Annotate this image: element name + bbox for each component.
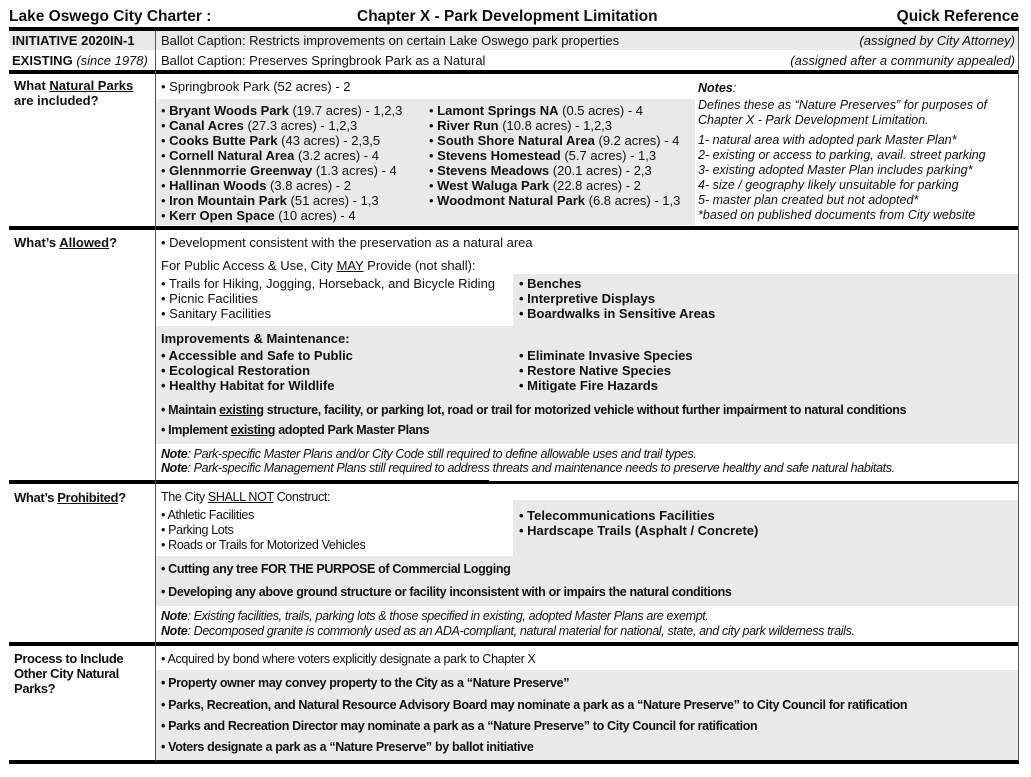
process-item: • Acquired by bond where voters explicitly designate a park to Chapter X [161, 652, 536, 666]
prohibited-item: • Roads or Trails for Motorized Vehicles [161, 538, 366, 552]
chapter-title: Chapter X - Park Development Limitation [357, 8, 658, 25]
park-item: • Bryant Woods Park (19.7 acres) - 1,2,3 [161, 103, 403, 118]
prohibited-note-1: Note: Existing facilities, trails, parking lots & those specified in existing, adopted Master Plans are exempt. [161, 609, 709, 623]
note-item: 3- existing adopted Master Plan includes parking* [698, 163, 973, 177]
park-item: • Cornell Natural Area (3.2 acres) - 4 [161, 148, 379, 163]
notes-intro: Chapter X - Park Development Limitation. [698, 113, 929, 127]
park-item: • Glennmorrie Greenway (1.3 acres) - 4 [161, 163, 397, 178]
park-item: • Cooks Butte Park (43 acres) - 2,3,5 [161, 133, 381, 148]
may-provide-heading: For Public Access & Use, City MAY Provide (not shall): [161, 258, 476, 273]
divider [9, 226, 1019, 230]
note-item: 2- existing or access to parking, avail. street parking [698, 148, 986, 162]
allowed-note-2: Note: Park-specific Management Plans still required to address threats and maintenance needs to preserve healthy and safe natural habitats. [161, 461, 895, 475]
parks-column-2 [429, 103, 680, 208]
divider [155, 444, 1018, 445]
existing-note: (assigned after a community appealed) [790, 53, 1015, 68]
improvement-item: • Restore Native Species [519, 363, 671, 378]
allowed-item: • Benches [519, 276, 582, 291]
maintain-existing-item: • Maintain existing structure, facility, or parking lot, road or trail for motorized vehicle without further impairment to natural conditions [161, 403, 907, 417]
divider [9, 760, 1019, 764]
ballot-row-initiative [9, 31, 1019, 50]
implement-master-plans-item: • Implement existing adopted Park Master Plans [161, 423, 430, 437]
process-section-label: Process to Include Other City Natural Parks? [14, 651, 124, 696]
notes-intro: Defines these as “Nature Preserves” for purposes of [698, 98, 988, 112]
park-item: • Stevens Meadows (20.1 acres) - 2,3 [429, 163, 652, 178]
allowed-note-1: Note: Park-specific Master Plans and/or City Code still required to define allowable uses and trail types. [161, 447, 697, 461]
prohibited-item: • Athletic Facilities [161, 508, 254, 522]
allowed-item: • Picnic Facilities [161, 291, 259, 306]
existing-caption: Ballot Caption: Preserves Springbrook Park as a Natural [161, 53, 486, 68]
existing-since: (since 1978) [76, 53, 148, 68]
note-item: *based on published documents from City website [698, 208, 976, 222]
process-item: • Parks and Recreation Director may nominate a park as a “Nature Preserve” to City Council for ratification [161, 719, 758, 733]
commercial-logging-item: • Cutting any tree FOR THE PURPOSE of Commercial Logging [161, 562, 511, 576]
improvement-item: • Healthy Habitat for Wildlife [161, 378, 335, 393]
park-item: • Canal Acres (27.3 acres) - 1,2,3 [161, 118, 358, 133]
park-item: • Hallinan Woods (3.8 acres) - 2 [161, 178, 351, 193]
parks-column-1 [161, 103, 402, 223]
prohibited-item: • Hardscape Trails (Asphalt / Concrete) [519, 523, 759, 538]
allowed-item: • Sanitary Facilities [161, 306, 272, 321]
park-item: • River Run (10.8 acres) - 1,2,3 [429, 118, 613, 133]
improvements-heading: Improvements & Maintenance: [161, 331, 350, 346]
park-item: • South Shore Natural Area (9.2 acres) - 4 [429, 133, 680, 148]
improvement-item: • Accessible and Safe to Public [161, 348, 353, 363]
allowed-development: • Development consistent with the preservation as a natural area [161, 235, 533, 250]
note-item: 1- natural area with adopted park Master Plan* [698, 133, 957, 147]
divider [489, 481, 1019, 484]
shall-not-heading: The City SHALL NOT Construct: [161, 490, 331, 504]
developing-structure-item: • Developing any above ground structure or facility inconsistent with or impairs the natural conditions [161, 585, 732, 599]
existing-park-item: • Springbrook Park (52 acres) - 2 [161, 79, 351, 94]
park-item: • Iron Mountain Park (51 acres) - 1,3 [161, 193, 379, 208]
quick-reference-label: Quick Reference [896, 8, 1019, 25]
prohibited-section-label: What’s Prohibited? [14, 490, 126, 505]
column-divider [155, 31, 156, 761]
parks-notes: Notes: Defines these as “Nature Preserves” for purposes of Chapter X - Park Development Limitation. 1- natural area with adopted park Master Plan* 2- existing or access to parking, avail. street parking 3- existing adopted Master Plan includes parking* 4- size / geography likely unsuitable for parking 5- master plan created but not adopted* *based on published documents from City website [698, 81, 1016, 223]
park-item: • West Waluga Park (22.8 acres) - 2 [429, 178, 641, 193]
improvement-item: • Mitigate Fire Hazards [519, 378, 658, 393]
divider [9, 70, 1019, 74]
charter-title: Lake Oswego City Charter : [9, 8, 212, 25]
document-header [9, 8, 1019, 28]
park-item: • Woodmont Natural Park (6.8 acres) - 1,3 [429, 193, 681, 208]
prohibited-item: • Telecommunications Facilities [519, 508, 715, 523]
improvements-right [519, 348, 693, 393]
initiative-label: INITIATIVE 2020IN-1 [12, 33, 135, 48]
allowed-item: • Trails for Hiking, Jogging, Horseback, and Bicycle Riding [161, 276, 496, 291]
park-item: • Kerr Open Space (10 acres) - 4 [161, 208, 356, 223]
may-provide-right [519, 276, 715, 321]
park-item: • Stevens Homestead (5.7 acres) - 1,3 [429, 148, 657, 163]
note-item: 5- master plan created but not adopted* [698, 193, 919, 207]
prohibited-right [519, 508, 758, 538]
prohibited-item: • Parking Lots [161, 523, 234, 537]
process-item: • Parks, Recreation, and Natural Resource Advisory Board may nominate a park as a “Nature Preserve” to City Council for ratification [161, 698, 908, 712]
note-item: 4- size / geography likely unsuitable for parking [698, 178, 959, 192]
existing-label: EXISTING [12, 53, 73, 68]
prohibited-note-2: Note: Decomposed granite is commonly used as an ADA-compliant, natural material for national, state, and city park wilderness trails. [161, 624, 855, 638]
divider [9, 642, 1019, 646]
allowed-section-label: What’s Allowed? [14, 235, 118, 250]
park-item: • Lamont Springs NA (0.5 acres) - 4 [429, 103, 644, 118]
improvement-item: • Ecological Restoration [161, 363, 311, 378]
ballot-row-existing [9, 51, 1019, 70]
process-item: • Property owner may convey property to the City as a “Nature Preserve” [161, 676, 570, 690]
improvements-left [161, 348, 353, 393]
improvement-item: • Eliminate Invasive Species [519, 348, 693, 363]
right-border [1018, 31, 1019, 761]
process-item: • Voters designate a park as a “Nature Preserve” by ballot initiative [161, 740, 534, 754]
initiative-caption: Ballot Caption: Restricts improvements on certain Lake Oswego park properties [161, 33, 620, 48]
may-provide-left [161, 276, 495, 321]
prohibited-left [161, 508, 365, 553]
initiative-note: (assigned by City Attorney) [859, 33, 1015, 48]
allowed-item: • Boardwalks in Sensitive Areas [519, 306, 716, 321]
parks-section-label: What Natural Parks are included? [14, 78, 134, 108]
notes-title: Notes [698, 81, 733, 95]
allowed-item: • Interpretive Displays [519, 291, 656, 306]
divider [9, 480, 489, 484]
